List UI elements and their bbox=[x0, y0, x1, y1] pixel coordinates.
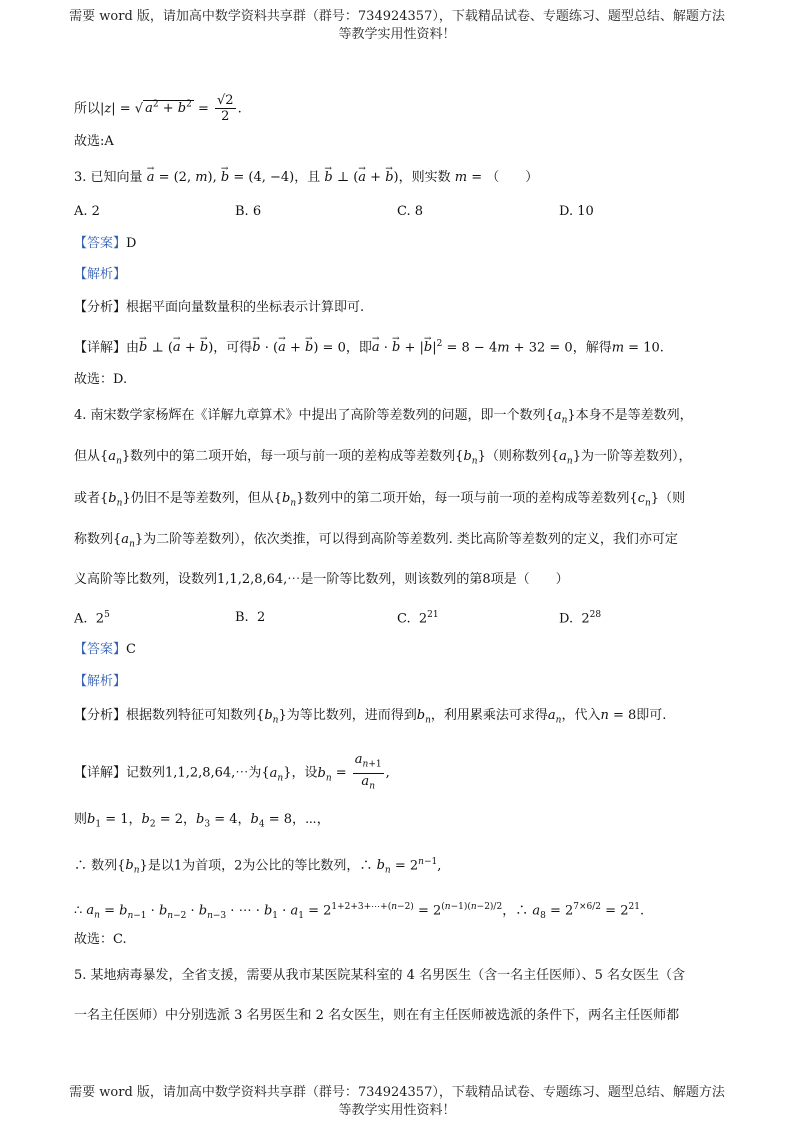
header-line-2: 等教学实用性资料！ bbox=[338, 27, 456, 42]
q4-answer: 【答案】C bbox=[74, 642, 136, 657]
q3-xiangjie: 【详解】由→ b ⊥ (→ a + → b)，可得→ b · (→ a + → b) = 0，即→ a · → b + |→ $b|^2 = 8 - 4m + 32 = 0$，解得m = 10. bbox=[74, 334, 734, 358]
q2-choice: 故选:A bbox=[74, 134, 114, 149]
q4-choice: 故选：C. bbox=[74, 932, 127, 947]
q4-option-b: B. 2 bbox=[235, 610, 266, 625]
q3-analysis-tag: 【解析】 bbox=[74, 267, 127, 282]
q3-option-b: B. 6 bbox=[235, 204, 262, 219]
q4-line-4: 称数列$\{a_n\}$为二阶等差数列），依次类推，可以得到高阶等差数列. 类比高阶等差数列的定义，我们亦可定 bbox=[74, 532, 678, 550]
q4-therefore-1: ∴ 数列$\{b_n\}$是以1为首项，2为公比的等比数列，∴ $b_n = 2^{n-1}$, bbox=[74, 857, 442, 876]
q4-analysis-tag: 【解析】 bbox=[74, 674, 127, 689]
footer-line-1: 需要 word 版，请加高中数学资料共享群（群号：734924357），下载精品试卷、专题练习、题型总结、解题方法 bbox=[69, 1085, 725, 1100]
q2-fraction: $\frac{√2}{2}$ bbox=[217, 93, 234, 125]
q4-line-1: 4. 南宋数学家杨辉在《详解九章算术》中提出了高阶等差数列的问题，即一个数列$\{a_n\}$本身不是等差数列， bbox=[74, 408, 693, 426]
q2-result: 所以|z| = √ $a^2 + b^2$ = $\frac{√2}{2}$ . bbox=[74, 93, 242, 125]
q4-option-a: A. $2^5$ bbox=[74, 610, 110, 627]
footer-line-2: 等教学实用性资料！ bbox=[338, 1103, 456, 1118]
q3-choice: 故选：D. bbox=[74, 372, 128, 387]
page-footer bbox=[0, 1084, 794, 1120]
q3-fenxi: 【分析】根据平面向量数量积的坐标表示计算即可. bbox=[74, 300, 365, 315]
q5-line-1: 5. 某地病毒暴发，全省支援，需要从我市某医院某科室的 4 名男医生（含一名主任医师）、5 名女医生（含 bbox=[74, 968, 685, 983]
q3-option-d: D. 10 bbox=[559, 204, 594, 219]
q3-answer: 【答案】D bbox=[74, 236, 137, 251]
q4-line-2: 但从$\{a_n\}$数列中的第二项开始，每一项与前一项的差构成等差数列$\{b_n\}$（则称数列$\{a_n\}$为一阶等差数列）， bbox=[74, 449, 692, 467]
q4-option-d: D. $2^{28}$ bbox=[559, 610, 602, 627]
q4-xiangjie: 【详解】记数列1,1,2,8,64,⋯为$\{a_n\}$，设$b_n$ = $\frac{a_{n+1}}{a_n}$ , bbox=[74, 752, 390, 792]
q4-fenxi: 【分析】根据数列特征可知数列$\{b_n\}$为等比数列，进而得到$b_n$，利用累乘法可求得$a_n$，代入n = 8即可. bbox=[74, 708, 667, 726]
q4-therefore-2: ∴ $a_n = b_{n-1} \cdot b_{n-2} \cdot b_{n-3}$ · ⋯ · $b_1 \cdot a_1 = 2^{1+2+3+\cdots+(n-2)} = 2^{(n-1)(n-2)/2}$，∴ $a_8 = 2^{7\times 6/2} = 2^{21}$. bbox=[74, 902, 645, 921]
q4-line-3: 或者$\{b_n\}$仍旧不是等差数列，但从$\{b_n\}$数列中的第二项开始，每一项与前一项的差构成等差数列$\{c_n\}$（则 bbox=[74, 491, 686, 509]
q4-b-values: 则$b_1 = 1$，$b_2 = 2$，$b_3 = 4$，$b_4 = 8$，⋯， bbox=[74, 812, 330, 830]
page-header bbox=[0, 8, 794, 44]
q4-option-c: C. $2^{21}$ bbox=[397, 610, 439, 627]
q4-line-5: 义高阶等比数列，设数列1,1,2,8,64,⋯是一阶等比数列，则该数列的第8项是（ ） bbox=[74, 572, 569, 587]
q3-option-c: C. 8 bbox=[397, 204, 424, 219]
q5-line-2: 一名主任医师）中分别选派 3 名男医生和 2 名女医生，则在有主任医师被选派的条件下，两名主任医师都 bbox=[74, 1008, 680, 1023]
q3-stem: 3. 已知向量 → a = (2, m), → b = (4, −4)，且 → b ⊥ (→ a + → b)，则实数 m = （ ） bbox=[74, 168, 734, 188]
header-line-1: 需要 word 版，请加高中数学资料共享群（群号：734924357），下载精品试卷、专题练习、题型总结、解题方法 bbox=[69, 9, 725, 24]
q3-option-a: A. 2 bbox=[74, 204, 100, 219]
